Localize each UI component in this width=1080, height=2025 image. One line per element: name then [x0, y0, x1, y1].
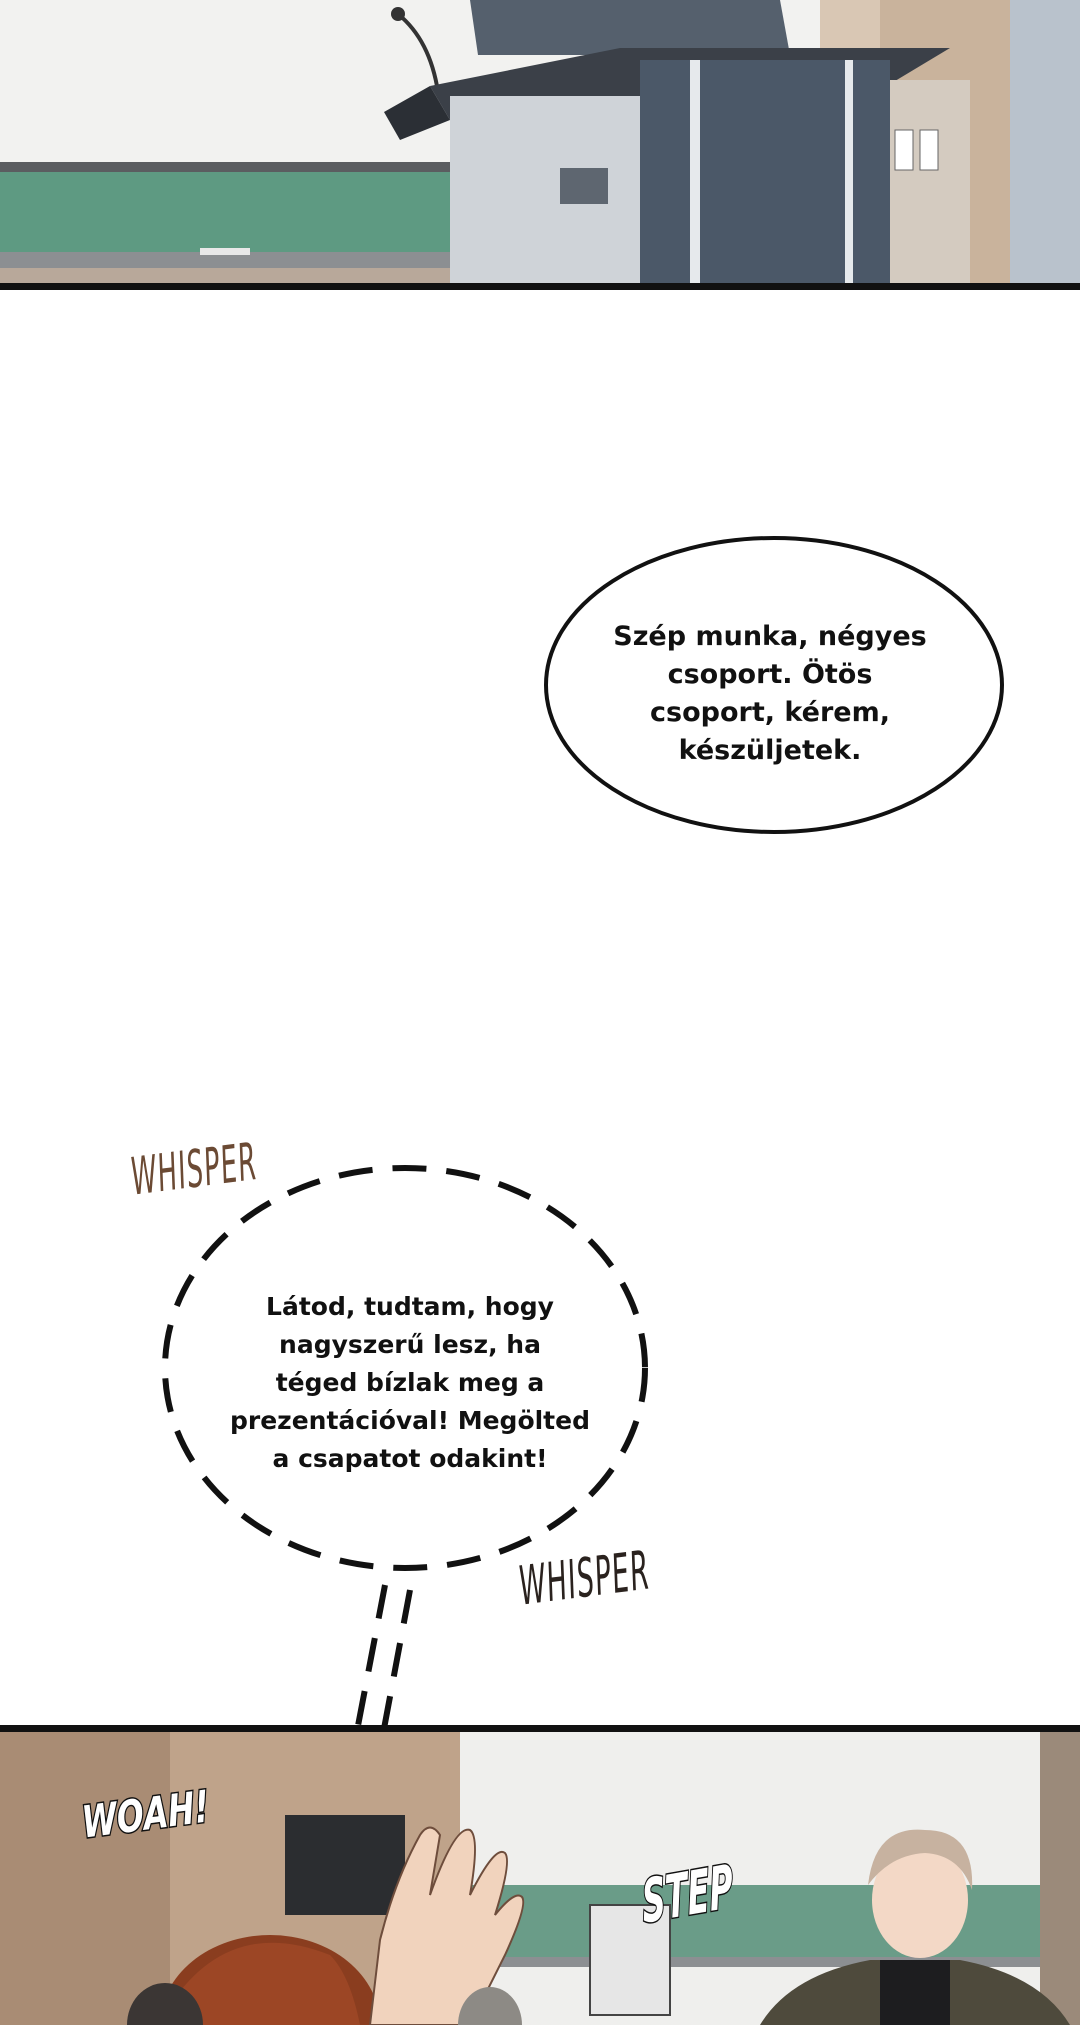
speech-bubble-text: Szép munka, négyes csoport. Ötös csoport, kérem, készüljetek. — [613, 621, 927, 766]
classroom-illustration — [0, 1725, 1080, 2025]
sfx-whisper-top: WHISPER — [130, 1132, 259, 1208]
sfx-step: STEP — [640, 1852, 736, 1938]
sfx-whisper-bottom: WHISPER — [518, 1538, 651, 1618]
sfx-woah: WOAH! — [80, 1781, 211, 1849]
bottom-panel-classroom-scene — [0, 1725, 1080, 2025]
whisper-bubble-text: Látod, tudtam, hogy nagyszerű lesz, ha téged bízlak meg a prezentációval! Megölted a csapatot odakint! — [230, 1292, 590, 1473]
